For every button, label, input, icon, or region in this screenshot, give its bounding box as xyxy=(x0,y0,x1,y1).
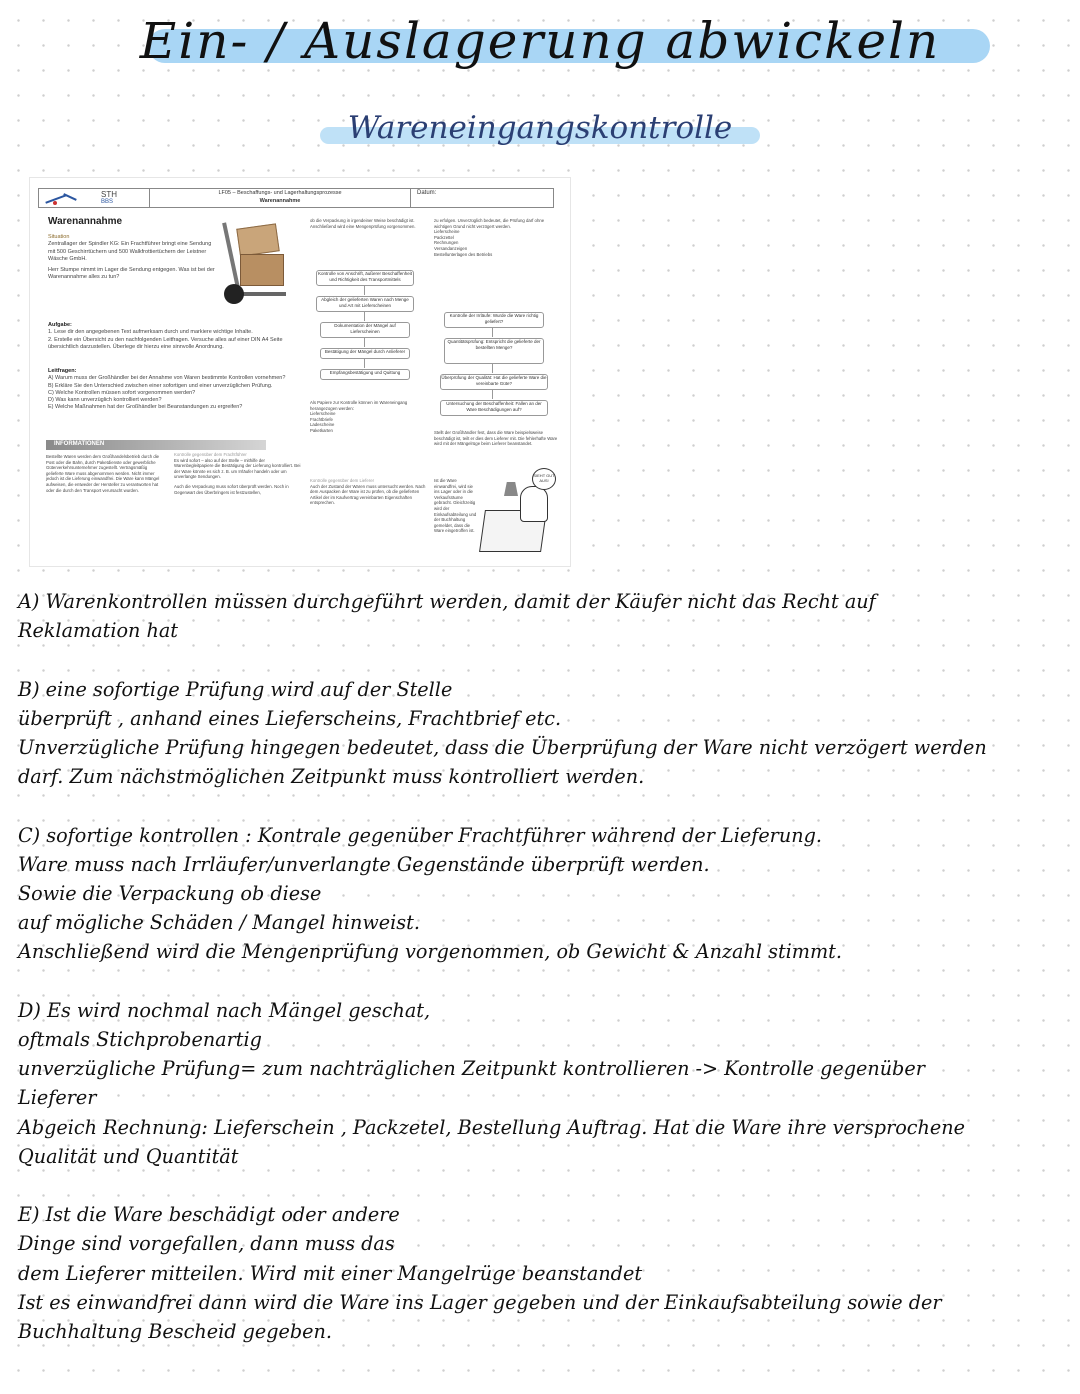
guide-question-b: B) Erkläre Sie den Unterschied zwischen einer sofortigen und einer unverzüglichen Prüfung. xyxy=(48,382,273,389)
logo-subtext: BBS xyxy=(101,199,114,205)
answer-line: Reklamation hat xyxy=(18,619,179,643)
worksheet-course xyxy=(149,189,411,207)
guide-label: Leitfragen: xyxy=(48,368,77,374)
situation-question: Herr Stumpe nimmt im Lager die Sendung entgegen. Was ist bei der Warenannahme alles zu tun? xyxy=(48,267,215,281)
col3-text-block xyxy=(434,218,560,257)
task-1: 1. Lese dir den angegebenen Text aufmerksam durch und markiere wichtige Inhalte. xyxy=(48,329,253,336)
answer-line: Anschließend wird die Mengenprüfung vorgenommen, ob Gewicht & Anzahl stimmt. xyxy=(18,940,842,964)
situation-label: Situation xyxy=(48,234,70,240)
flow-left-step-3: Dokumentation der Mängel auf Lieferscheinen xyxy=(320,322,410,338)
logo-text: STH xyxy=(101,190,117,199)
col2-list-intro: Als Papiere zur Kontrolle können im Wareneingang herangezogen werden: xyxy=(310,400,408,411)
answer-line: Buchhaltung Bescheid gegeben. xyxy=(18,1320,332,1344)
col3-list-item: Rechnungen xyxy=(434,240,459,246)
guide-question-d: D) Was kann unverzüglich kontrolliert werden? xyxy=(48,397,162,404)
guide-question-c: C) Welche Kontrollen müssen sofort vorgenommen werden? xyxy=(48,389,196,396)
col2-list-item: Frachtbriefe xyxy=(310,416,333,422)
flow-right-step-1: Kontrolle der Irrläufe: Wurde die Ware richtig geliefert? xyxy=(444,312,544,328)
info-mid-heading: Kontrolle gegenüber dem Frachtführer xyxy=(174,452,247,457)
info-bar xyxy=(46,440,266,450)
page-title: Ein- / Auslagerung abwickeln xyxy=(139,12,941,70)
answer-line: unverzügliche Prüfung= zum nachträglichen Zeitpunkt kontrollieren -> Kontrolle gegenüber xyxy=(18,1057,925,1081)
answer-b xyxy=(18,675,1068,792)
info-mid-text: Es wird sofort – also auf der Stelle – mithilfe der Warenbegleitpapiere die Bestätigung der Lieferung kontrolliert. Bei der Ware könnte es sich z. B. um Irrläufer handeln oder um unverlangte Sendungen. xyxy=(174,457,301,480)
flow-left-step-5: Empfangsbestätigung und Quittung xyxy=(320,369,410,380)
worksheet-image xyxy=(30,178,570,566)
answer-line: A) Warenkontrollen müssen durchgeführt werden, damit der Käufer nicht das Recht auf xyxy=(18,590,876,613)
guide-question-a: A) Warum muss der Großhändler bei der Annahme von Waren bestimmte Kontrollen vornehmen? xyxy=(48,375,286,382)
worksheet-heading: Warenannahme xyxy=(48,216,123,227)
situation-text: Zentrallager der Spindler KG: Ein Frachtführer bringt eine Sendung mit 500 Geschirrtüchern und 500 Walkfrottiertüchern der Leistner Wäsche GmbH. xyxy=(48,241,212,262)
answer-line: Ist es einwandfrei dann wird die Ware ins Lager gegeben und der Einkaufsabteilung sowie der xyxy=(18,1290,942,1314)
page-subtitle: Wareneingangskontrolle xyxy=(347,110,733,146)
subtitle-block xyxy=(0,105,1080,153)
col2-list-item: Lieferscheine xyxy=(310,411,336,417)
col3-list-item: Bestellunterlagen des Betriebs xyxy=(434,251,493,257)
situation-block xyxy=(48,234,218,282)
col2-list-item: Paketkarten xyxy=(310,427,333,433)
col2-lower-text: Auch der Zustand der Waren muss untersucht werden. Nach dem Auspacken der Ware ist zu prüfen, ob die gelieferten Artikel der im Kaufvertrag vereinbarten Eigenschaften entsprechen. xyxy=(310,483,426,506)
col2-lower-heading: Kontrolle gegenüber dem Lieferer xyxy=(310,478,375,483)
cartoon-illustration-icon xyxy=(480,468,562,556)
guide-questions xyxy=(48,368,310,412)
col3-lower-2: Ist die Ware einwandfrei, wird sie ins Lager oder in die Verkaufsräume gebracht. Gleichzeitig wird der Einkaufsabteilung und der Buchhaltung gemeldet, dass die Ware eingetroffen ist. xyxy=(434,478,477,534)
task-block xyxy=(48,322,310,351)
task-2: 2. Erstelle ein Übersicht zu den nachfolgenden Leitfragen. Versuche alles auf einer DIN A4 Seite übersichtlich darzustellen. Überlege dir hierzu eine sinnvolle Anordnung. xyxy=(48,336,283,350)
worksheet-header xyxy=(38,188,554,208)
info-label: INFORMATIONEN xyxy=(54,441,105,447)
answer-line: D) Es wird nochmal nach Mängel geschat, xyxy=(18,998,431,1022)
col2-text: ob die Verpackung in irgendeiner Weise beschädigt ist. Anschließend wird eine Mengenprüfung vorgenommen. xyxy=(310,218,416,229)
title-block xyxy=(0,8,1080,78)
col3-text: zu erfolgen. Unverzüglich bedeutet, die Prüfung darf ohne wichtigen Grund nicht verzögert werden. xyxy=(434,218,545,229)
answer-e xyxy=(18,1200,1068,1346)
answer-line: darf. Zum nächstmöglichen Zeitpunkt muss kontrolliert werden. xyxy=(18,765,645,789)
answer-line: E) Ist die Ware beschädigt oder andere xyxy=(18,1203,400,1227)
answer-line: dem Lieferer mitteilen. Wird mit einer Mangelrüge beanstandet xyxy=(18,1261,643,1285)
col3-lower: Stellt der Großhändler fest, dass die Ware beispielsweise beschädigt ist, teilt er dies dem Lieferer mit. Die fehlerhafte Ware wird mit der Mängelrüge beim Lieferer beanstandet. xyxy=(434,430,558,447)
flow-left-step-2: Abgleich der gelieferten Waren nach Menge und Art mit Lieferscheinen xyxy=(316,296,414,312)
flow-right-step-2: Quantitätsprüfung: Entspricht die gelieferte der bestellten Menge? xyxy=(444,338,544,364)
course-topic: Warenannahme xyxy=(259,198,301,204)
answer-d xyxy=(18,996,1068,1171)
answer-line: überprüft , anhand eines Lieferscheins, Frachtbrief etc. xyxy=(18,706,562,730)
answer-line: Dinge sind vorgefallen, dann muss das xyxy=(18,1232,395,1256)
answer-line: Qualität und Quantität xyxy=(18,1144,239,1168)
col3-list-item: Packzettel xyxy=(434,234,454,240)
flow-right-step-3: Überprüfung der Qualität: Hat die gelieferte Ware die vereinbarte Güte? xyxy=(440,374,548,390)
course-title: LF05 – Beschaffungs- und Lagerhaltungsprozesse xyxy=(218,190,342,196)
answer-line: Abgeich Rechnung: Lieferschein , Packzetel, Bestellung Auftrag. Hat die Ware ihre versprochene xyxy=(18,1115,965,1139)
flow-left-step-4: Bestätigung der Mängel durch Anlieferer xyxy=(320,348,410,359)
answers-section xyxy=(18,587,1068,1375)
flow-left-step-1: Kontrolle von Anschrift, äußerer Beschaffenheit und Richtigkeit des Transportmittels xyxy=(316,270,414,286)
answer-line: Lieferer xyxy=(18,1086,97,1110)
col2-list-block xyxy=(310,400,428,434)
school-logo-icon xyxy=(45,190,117,206)
date-label: Datum: xyxy=(417,190,437,196)
col3-list-item: Versandanzeigen xyxy=(434,245,468,251)
answer-line: B) eine sofortige Prüfung wird auf der Stelle xyxy=(18,677,453,701)
col2-lower xyxy=(310,478,428,506)
answer-line: Sowie die Verpackung ob diese xyxy=(18,882,322,905)
speech-bubble: SIEHT GUT AUS! xyxy=(532,468,556,490)
answer-line: Unverzügliche Prüfung hingegen bedeutet, dass die Überprüfung der Ware nicht verzögert werden xyxy=(18,736,987,759)
hand-truck-illustration-icon xyxy=(220,222,300,312)
flow-right-step-4: Untersuchung der Beschaffenheit: Fallen an der Ware Beschädigungen auf? xyxy=(440,400,548,416)
info-mid-text-2: Auch die Verpackung muss sofort überprüft werden. Noch in Gegenwart des Überbringers ist festzustellen, xyxy=(174,483,289,495)
info-left-text: Bestellte Waren werden dem Großhandelsbetrieb durch die Post oder die Bahn, durch Paketdienste oder gewerbliche Güterverkehrsunternehmer zugestellt. Vertragsmäßig gelieferte Ware muss abgenommen werden. Nicht immer jedoch ist die Lieferung einwandfrei. Die Ware kann Mängel aufweisen, die entweder der Hersteller zu verantworten hat oder die durch den Transport verursacht wurden. xyxy=(46,454,160,493)
answer-a xyxy=(18,587,1068,645)
answer-line: auf mögliche Schäden / Mangel hinweist. xyxy=(18,911,420,935)
col3-list-item: Lieferscheine xyxy=(434,229,460,235)
col2-list-item: Ladescheine xyxy=(310,422,335,428)
guide-question-e: E) Welche Maßnahmen hat der Großhändler bei Beanstandungen zu ergreifen? xyxy=(48,404,243,411)
answer-c xyxy=(18,821,1068,967)
task-label: Aufgabe: xyxy=(48,322,72,328)
info-mid xyxy=(174,452,302,495)
answer-line: Ware muss nach Irrläufer/unverlangte Gegenstände überprüft werden. xyxy=(18,852,710,876)
answer-line: oftmals Stichprobenartig xyxy=(18,1028,262,1051)
answer-line: C) sofortige kontrollen : Kontrale gegenüber Frachtführer während der Lieferung. xyxy=(18,823,822,847)
